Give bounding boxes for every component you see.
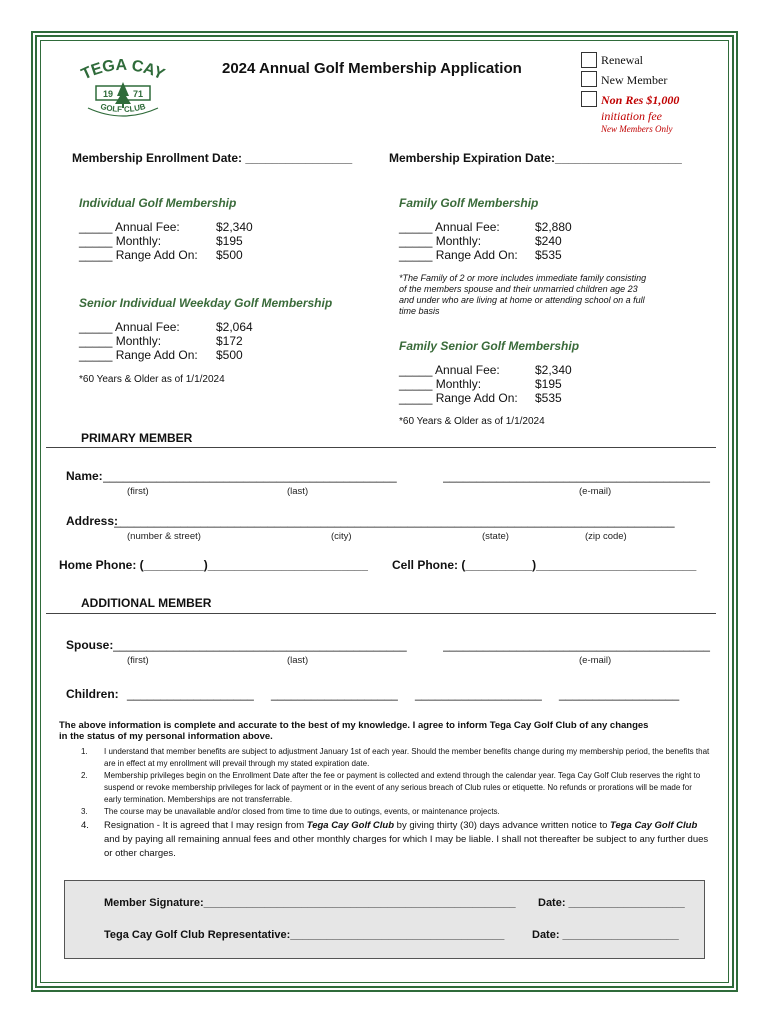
city-caption: (city) [331, 531, 352, 542]
home-phone-field[interactable]: Home Phone: (_________)________________________ [59, 558, 368, 572]
children-label: Children: [66, 687, 119, 701]
family-monthly[interactable]: _____ Monthly: $240 [399, 234, 562, 248]
individual-monthly[interactable]: _____ Monthly: $195 [79, 234, 243, 248]
child-3-input[interactable]: ___________________ [415, 687, 542, 701]
individual-fee-list [79, 220, 253, 262]
non-res-label: Non Res $1,000 [601, 93, 680, 107]
agreement-intro: The above information is complete and accurate to the best of my knowledge. I agree to inform Tega Cay Golf Club of any changes in the status of my personal information above. [59, 720, 649, 742]
state-caption: (state) [482, 531, 509, 542]
renewal-label: Renewal [601, 53, 643, 67]
additional-divider [46, 613, 716, 614]
last-caption: (last) [287, 486, 309, 497]
individual-annual[interactable]: _____ Annual Fee: $2,340 [79, 220, 253, 234]
svg-text:GOLF CLUB: GOLF CLUB [99, 101, 147, 115]
zip-caption: (zip code) [585, 531, 627, 542]
spouse-email-caption: (e-mail) [579, 655, 612, 666]
term-2: 2. Membership privileges begin on the Enrollment Date after the fee or payment is collected and extend through the calendar year. Tega Cay Golf Club reserves the right to suspend or revoke membership privileges for lack of payment or in the event of any serious breach of Club rules or etiquette. No refunds or prorations will be made for early termination. Memberships are not transferrable. [81, 771, 701, 804]
representative-field[interactable]: Tega Cay Golf Club Representative:___________________________________ [104, 929, 505, 941]
spouse-input[interactable]: ____________________________________________ [113, 638, 407, 652]
term-4: 4. Resignation - It is agreed that I may resign from Tega Cay Golf Club by giving thirty (30) days advance written notice to Tega Cay Golf Club and by paying all remaining annual fees and other monthly charges for which I may be liable. I shall not thereafter be subject to any further dues or other charges. [81, 820, 709, 859]
street-caption: (number & street) [127, 531, 201, 542]
new-member-label: New Member [601, 73, 668, 87]
individual-heading: Individual Golf Membership [79, 196, 237, 210]
senior-monthly[interactable]: _____ Monthly: $172 [79, 334, 243, 348]
spouse-label: Spouse: [66, 638, 114, 652]
enrollment-date-field[interactable]: Membership Enrollment Date: ________________ [72, 151, 353, 165]
member-date-field[interactable]: Date: ___________________ [538, 897, 685, 909]
family-senior-heading: Family Senior Golf Membership [399, 339, 580, 353]
signature-box [64, 880, 705, 959]
representative-date-field[interactable]: Date: ___________________ [532, 929, 679, 941]
non-res-checkbox[interactable] [581, 91, 597, 107]
family-senior-range[interactable]: _____ Range Add On: $535 [399, 391, 562, 405]
renewal-checkbox[interactable] [581, 52, 597, 68]
family-annual[interactable]: _____ Annual Fee: $2,880 [399, 220, 572, 234]
child-2-input[interactable]: ___________________ [271, 687, 398, 701]
first-caption: (first) [127, 486, 149, 497]
senior-range[interactable]: _____ Range Add On: $500 [79, 348, 243, 362]
member-signature-field[interactable]: Member Signature:___________________________________________________ [104, 897, 516, 909]
family-fee-list [399, 220, 572, 262]
senior-individual-note: *60 Years & Older as of 1/1/2024 [79, 374, 225, 385]
family-senior-annual[interactable]: _____ Annual Fee: $2,340 [399, 363, 572, 377]
svg-text:TEGA CAY: TEGA CAY [78, 58, 168, 84]
spouse-first-caption: (first) [127, 655, 149, 666]
term-1: 1. I understand that member benefits are subject to adjustment January 1st of each year. Should the member benefits change during my membership period, the benefits that are in effect at my enrollment will prevail through my stated expiration date. [81, 747, 710, 768]
spouse-last-caption: (last) [287, 655, 309, 666]
child-1-input[interactable]: ___________________ [127, 687, 254, 701]
email-caption: (e-mail) [579, 486, 612, 497]
primary-member-heading: PRIMARY MEMBER [81, 431, 193, 445]
name-label: Name: [66, 469, 103, 483]
family-senior-fee-list [399, 363, 572, 405]
family-heading: Family Golf Membership [399, 196, 539, 210]
primary-divider [46, 447, 716, 448]
new-member-checkbox[interactable] [581, 71, 597, 87]
individual-range[interactable]: _____ Range Add On: $500 [79, 248, 243, 262]
expiration-date-field[interactable]: Membership Expiration Date:___________________ [389, 151, 682, 165]
email-input[interactable]: ________________________________________ [443, 469, 710, 483]
term-3: 3. The course may be unavailable and/or closed from time to time due to outings, events, or maintenance projects. [81, 807, 500, 816]
family-senior-note: *60 Years & Older as of 1/1/2024 [399, 416, 545, 427]
club-logo [78, 58, 168, 128]
name-input[interactable]: ____________________________________________ [103, 469, 397, 483]
cell-phone-field[interactable]: Cell Phone: (__________)________________________ [392, 558, 697, 572]
svg-text:71: 71 [132, 89, 144, 99]
initiation-fee-text: initiation fee [601, 109, 662, 123]
senior-individual-heading: Senior Individual Weekday Golf Membership [79, 296, 333, 310]
family-note: *The Family of 2 or more includes immediate family consisting of the members spouse and their unmarried children age 23 and under who are living at home or attending school on a full time basis [399, 273, 647, 316]
additional-member-heading: ADDITIONAL MEMBER [81, 596, 212, 610]
page-title: 2024 Annual Golf Membership Application [222, 60, 522, 77]
address-label: Address: [66, 514, 119, 528]
senior-annual[interactable]: _____ Annual Fee: $2,064 [79, 320, 253, 334]
spouse-email-input[interactable]: ________________________________________ [443, 638, 710, 652]
family-range[interactable]: _____ Range Add On: $535 [399, 248, 562, 262]
address-input[interactable]: ____________________________________________________________________________________ [114, 514, 675, 528]
family-senior-monthly[interactable]: _____ Monthly: $195 [399, 377, 562, 391]
new-members-only-text: New Members Only [601, 124, 673, 134]
svg-text:19: 19 [102, 89, 114, 99]
terms-list [81, 746, 711, 861]
child-4-input[interactable]: __________________ [559, 687, 680, 701]
senior-individual-fee-list [79, 320, 253, 362]
